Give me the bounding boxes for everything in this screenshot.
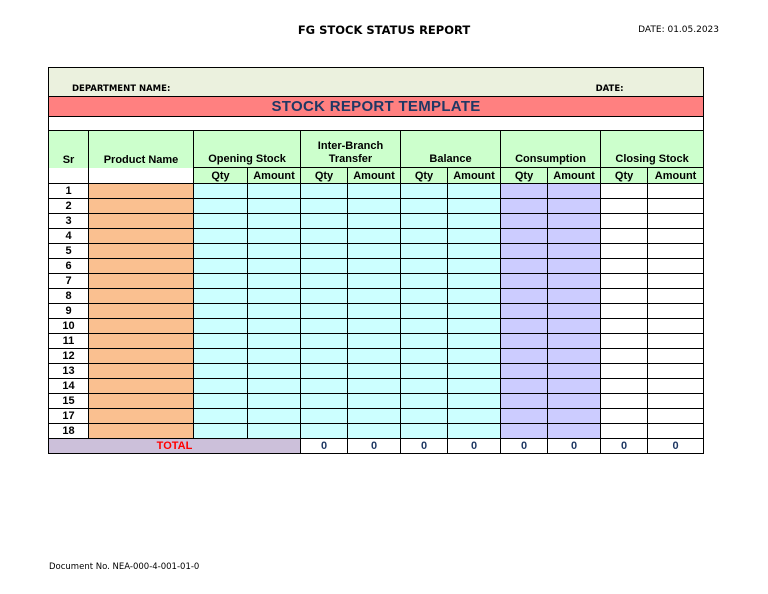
product-name-cell[interactable] (89, 364, 194, 379)
consumption-qty-cell[interactable] (501, 379, 548, 394)
header-opening-amount: Amount (248, 168, 301, 184)
balance-amount-cell[interactable] (448, 229, 501, 244)
opening-qty-cell[interactable] (194, 229, 248, 244)
consumption-amount-cell[interactable] (548, 319, 601, 334)
consumption-qty-cell[interactable] (501, 334, 548, 349)
consumption-amount-cell[interactable] (548, 364, 601, 379)
table-row (49, 229, 704, 244)
balance-amount-cell[interactable] (448, 379, 501, 394)
balance-amount-cell[interactable] (448, 274, 501, 289)
balance-amount-cell[interactable] (448, 184, 501, 199)
table-row (49, 199, 704, 214)
transfer-qty-cell[interactable] (301, 394, 348, 409)
balance-amount-cell[interactable] (448, 259, 501, 274)
total-row (49, 439, 704, 454)
sr-cell: 1 (49, 184, 89, 199)
header-product-name: Product Name (89, 131, 194, 168)
balance-amount-cell[interactable] (448, 394, 501, 409)
header-balance-qty: Qty (401, 168, 448, 184)
consumption-amount-cell[interactable] (548, 424, 601, 439)
sr-cell: 17 (49, 409, 89, 424)
consumption-amount-cell[interactable] (548, 199, 601, 214)
total-value: 0 (601, 439, 648, 454)
transfer-amount-cell[interactable] (348, 259, 401, 274)
balance-amount-cell[interactable] (448, 214, 501, 229)
header-closing-qty: Qty (601, 168, 648, 184)
table-row (49, 304, 704, 319)
sr-cell: 7 (49, 274, 89, 289)
balance-amount-cell[interactable] (448, 334, 501, 349)
transfer-qty-cell[interactable] (301, 379, 348, 394)
opening-qty-cell[interactable] (194, 259, 248, 274)
total-value: 0 (501, 439, 548, 454)
consumption-amount-cell[interactable] (548, 349, 601, 364)
consumption-qty-cell[interactable] (501, 319, 548, 334)
transfer-qty-cell[interactable] (301, 319, 348, 334)
table-row (49, 184, 704, 199)
product-name-cell[interactable] (89, 334, 194, 349)
product-name-cell[interactable] (89, 304, 194, 319)
closing-qty-cell[interactable] (601, 304, 648, 319)
sr-cell: 2 (49, 199, 89, 214)
closing-amount-cell[interactable] (648, 184, 704, 199)
opening-qty-cell[interactable] (194, 424, 248, 439)
product-name-cell[interactable] (89, 244, 194, 259)
transfer-qty-cell[interactable] (301, 259, 348, 274)
consumption-qty-cell[interactable] (501, 199, 548, 214)
header-product-sub (89, 168, 194, 184)
closing-qty-cell[interactable] (601, 349, 648, 364)
transfer-amount-cell[interactable] (348, 349, 401, 364)
transfer-qty-cell[interactable] (301, 289, 348, 304)
closing-qty-cell[interactable] (601, 289, 648, 304)
transfer-qty-cell[interactable] (301, 214, 348, 229)
consumption-qty-cell[interactable] (501, 409, 548, 424)
balance-amount-cell[interactable] (448, 349, 501, 364)
opening-qty-cell[interactable] (194, 244, 248, 259)
closing-qty-cell[interactable] (601, 364, 648, 379)
department-row (49, 68, 704, 97)
blank-cell (49, 117, 704, 131)
opening-qty-cell[interactable] (194, 184, 248, 199)
closing-amount-cell[interactable] (648, 259, 704, 274)
transfer-qty-cell[interactable] (301, 274, 348, 289)
closing-amount-cell[interactable] (648, 214, 704, 229)
balance-amount-cell[interactable] (448, 289, 501, 304)
opening-amount-cell[interactable] (248, 229, 301, 244)
consumption-amount-cell[interactable] (548, 334, 601, 349)
opening-qty-cell[interactable] (194, 304, 248, 319)
closing-qty-cell[interactable] (601, 259, 648, 274)
closing-qty-cell[interactable] (601, 319, 648, 334)
transfer-qty-cell[interactable] (301, 304, 348, 319)
transfer-amount-cell[interactable] (348, 379, 401, 394)
balance-qty-cell[interactable] (401, 289, 448, 304)
template-banner-row (49, 97, 704, 117)
report-title: FG STOCK STATUS REPORT (297, 23, 471, 37)
header-inter-branch-transfer: Inter-Branch Transfer (301, 131, 401, 168)
closing-qty-cell[interactable] (601, 229, 648, 244)
sr-cell: 15 (49, 394, 89, 409)
closing-amount-cell[interactable] (648, 274, 704, 289)
header-transfer-amount: Amount (348, 168, 401, 184)
header-sr-sub (49, 168, 89, 184)
opening-qty-cell[interactable] (194, 334, 248, 349)
product-name-cell[interactable] (89, 259, 194, 274)
sr-cell: 9 (49, 304, 89, 319)
total-value: 0 (348, 439, 401, 454)
consumption-qty-cell[interactable] (501, 244, 548, 259)
opening-qty-cell[interactable] (194, 349, 248, 364)
header-consumption: Consumption (501, 131, 601, 168)
closing-qty-cell[interactable] (601, 394, 648, 409)
header-balance-amount: Amount (448, 168, 501, 184)
closing-amount-cell[interactable] (648, 229, 704, 244)
closing-amount-cell[interactable] (648, 319, 704, 334)
opening-amount-cell[interactable] (248, 364, 301, 379)
department-name-label: DEPARTMENT NAME: (49, 68, 548, 97)
balance-qty-cell[interactable] (401, 394, 448, 409)
transfer-amount-cell[interactable] (348, 304, 401, 319)
table-row (49, 364, 704, 379)
balance-qty-cell[interactable] (401, 409, 448, 424)
transfer-amount-cell[interactable] (348, 199, 401, 214)
sr-cell: 5 (49, 244, 89, 259)
consumption-qty-cell[interactable] (501, 424, 548, 439)
balance-amount-cell[interactable] (448, 364, 501, 379)
transfer-amount-cell[interactable] (348, 394, 401, 409)
consumption-qty-cell[interactable] (501, 349, 548, 364)
total-value: 0 (648, 439, 704, 454)
total-value: 0 (301, 439, 348, 454)
opening-amount-cell[interactable] (248, 184, 301, 199)
product-name-cell[interactable] (89, 229, 194, 244)
product-name-cell[interactable] (89, 274, 194, 289)
transfer-amount-cell[interactable] (348, 364, 401, 379)
closing-amount-cell[interactable] (648, 394, 704, 409)
header-closing-stock: Closing Stock (601, 131, 704, 168)
table-row (49, 259, 704, 274)
consumption-qty-cell[interactable] (501, 259, 548, 274)
closing-amount-cell[interactable] (648, 379, 704, 394)
closing-qty-cell[interactable] (601, 379, 648, 394)
closing-amount-cell[interactable] (648, 424, 704, 439)
opening-amount-cell[interactable] (248, 244, 301, 259)
opening-qty-cell[interactable] (194, 364, 248, 379)
header-opening-qty: Qty (194, 168, 248, 184)
balance-qty-cell[interactable] (401, 214, 448, 229)
closing-qty-cell[interactable] (601, 184, 648, 199)
balance-amount-cell[interactable] (448, 424, 501, 439)
consumption-qty-cell[interactable] (501, 364, 548, 379)
balance-amount-cell[interactable] (448, 199, 501, 214)
consumption-amount-cell[interactable] (548, 289, 601, 304)
transfer-qty-cell[interactable] (301, 199, 348, 214)
consumption-amount-cell[interactable] (548, 214, 601, 229)
stock-report-table (48, 67, 704, 454)
blank-row (49, 117, 704, 131)
document-number: Document No. NEA-000-4-001-01-0 (49, 562, 200, 572)
product-name-cell[interactable] (89, 424, 194, 439)
closing-qty-cell[interactable] (601, 274, 648, 289)
transfer-qty-cell[interactable] (301, 364, 348, 379)
header-consumption-amount: Amount (548, 168, 601, 184)
opening-amount-cell[interactable] (248, 304, 301, 319)
header-closing-amount: Amount (648, 168, 704, 184)
balance-qty-cell[interactable] (401, 184, 448, 199)
opening-qty-cell[interactable] (194, 409, 248, 424)
transfer-qty-cell[interactable] (301, 229, 348, 244)
header-sr: Sr (49, 131, 89, 168)
sr-cell: 10 (49, 319, 89, 334)
table-row (49, 409, 704, 424)
transfer-amount-cell[interactable] (348, 244, 401, 259)
consumption-amount-cell[interactable] (548, 394, 601, 409)
closing-amount-cell[interactable] (648, 289, 704, 304)
opening-amount-cell[interactable] (248, 394, 301, 409)
consumption-amount-cell[interactable] (548, 304, 601, 319)
table-row (49, 244, 704, 259)
transfer-amount-cell[interactable] (348, 214, 401, 229)
table-row (49, 289, 704, 304)
opening-qty-cell[interactable] (194, 379, 248, 394)
opening-amount-cell[interactable] (248, 214, 301, 229)
opening-qty-cell[interactable] (194, 199, 248, 214)
product-name-cell[interactable] (89, 184, 194, 199)
product-name-cell[interactable] (89, 199, 194, 214)
consumption-amount-cell[interactable] (548, 409, 601, 424)
consumption-qty-cell[interactable] (501, 214, 548, 229)
transfer-amount-cell[interactable] (348, 184, 401, 199)
product-name-cell[interactable] (89, 394, 194, 409)
opening-qty-cell[interactable] (194, 214, 248, 229)
template-title: STOCK REPORT TEMPLATE (49, 97, 704, 117)
opening-qty-cell[interactable] (194, 289, 248, 304)
header-row-main (49, 131, 704, 168)
transfer-amount-cell[interactable] (348, 319, 401, 334)
header-row-sub (49, 168, 704, 184)
closing-amount-cell[interactable] (648, 304, 704, 319)
transfer-qty-cell[interactable] (301, 409, 348, 424)
opening-amount-cell[interactable] (248, 409, 301, 424)
total-label: TOTAL (49, 439, 301, 454)
balance-qty-cell[interactable] (401, 349, 448, 364)
closing-amount-cell[interactable] (648, 334, 704, 349)
opening-amount-cell[interactable] (248, 334, 301, 349)
closing-amount-cell[interactable] (648, 364, 704, 379)
consumption-qty-cell[interactable] (501, 274, 548, 289)
table-row (49, 349, 704, 364)
balance-qty-cell[interactable] (401, 274, 448, 289)
transfer-qty-cell[interactable] (301, 349, 348, 364)
opening-amount-cell[interactable] (248, 274, 301, 289)
transfer-qty-cell[interactable] (301, 184, 348, 199)
transfer-qty-cell[interactable] (301, 424, 348, 439)
opening-amount-cell[interactable] (248, 199, 301, 214)
balance-qty-cell[interactable] (401, 229, 448, 244)
header-transfer-qty: Qty (301, 168, 348, 184)
transfer-qty-cell[interactable] (301, 244, 348, 259)
table-row (49, 334, 704, 349)
consumption-amount-cell[interactable] (548, 229, 601, 244)
consumption-amount-cell[interactable] (548, 244, 601, 259)
total-value: 0 (548, 439, 601, 454)
product-name-cell[interactable] (89, 349, 194, 364)
opening-qty-cell[interactable] (194, 394, 248, 409)
consumption-qty-cell[interactable] (501, 394, 548, 409)
table-row (49, 319, 704, 334)
closing-qty-cell[interactable] (601, 214, 648, 229)
sr-cell: 18 (49, 424, 89, 439)
closing-amount-cell[interactable] (648, 409, 704, 424)
table-row (49, 214, 704, 229)
header-consumption-qty: Qty (501, 168, 548, 184)
header-opening-stock: Opening Stock (194, 131, 301, 168)
balance-amount-cell[interactable] (448, 304, 501, 319)
table-row (49, 394, 704, 409)
consumption-qty-cell[interactable] (501, 229, 548, 244)
sr-cell: 4 (49, 229, 89, 244)
transfer-amount-cell[interactable] (348, 274, 401, 289)
table-row (49, 379, 704, 394)
consumption-amount-cell[interactable] (548, 184, 601, 199)
consumption-qty-cell[interactable] (501, 289, 548, 304)
consumption-amount-cell[interactable] (548, 259, 601, 274)
table-row (49, 274, 704, 289)
opening-amount-cell[interactable] (248, 289, 301, 304)
transfer-amount-cell[interactable] (348, 409, 401, 424)
closing-amount-cell[interactable] (648, 349, 704, 364)
closing-qty-cell[interactable] (601, 334, 648, 349)
sr-cell: 14 (49, 379, 89, 394)
opening-qty-cell[interactable] (194, 274, 248, 289)
balance-qty-cell[interactable] (401, 379, 448, 394)
opening-qty-cell[interactable] (194, 319, 248, 334)
consumption-qty-cell[interactable] (501, 184, 548, 199)
sr-cell: 13 (49, 364, 89, 379)
balance-qty-cell[interactable] (401, 259, 448, 274)
total-value: 0 (448, 439, 501, 454)
closing-qty-cell[interactable] (601, 199, 648, 214)
product-name-cell[interactable] (89, 409, 194, 424)
sr-cell: 6 (49, 259, 89, 274)
consumption-amount-cell[interactable] (548, 379, 601, 394)
transfer-amount-cell[interactable] (348, 289, 401, 304)
consumption-qty-cell[interactable] (501, 304, 548, 319)
product-name-cell[interactable] (89, 319, 194, 334)
total-value: 0 (401, 439, 448, 454)
transfer-qty-cell[interactable] (301, 334, 348, 349)
closing-amount-cell[interactable] (648, 244, 704, 259)
report-date: DATE: 01.05.2023 (638, 25, 719, 35)
closing-qty-cell[interactable] (601, 244, 648, 259)
closing-amount-cell[interactable] (648, 199, 704, 214)
balance-amount-cell[interactable] (448, 409, 501, 424)
balance-amount-cell[interactable] (448, 244, 501, 259)
transfer-amount-cell[interactable] (348, 334, 401, 349)
consumption-amount-cell[interactable] (548, 274, 601, 289)
opening-amount-cell[interactable] (248, 259, 301, 274)
balance-qty-cell[interactable] (401, 199, 448, 214)
closing-qty-cell[interactable] (601, 409, 648, 424)
sr-cell: 11 (49, 334, 89, 349)
transfer-amount-cell[interactable] (348, 229, 401, 244)
opening-amount-cell[interactable] (248, 379, 301, 394)
balance-qty-cell[interactable] (401, 304, 448, 319)
balance-qty-cell[interactable] (401, 364, 448, 379)
table-row (49, 424, 704, 439)
balance-qty-cell[interactable] (401, 244, 448, 259)
opening-amount-cell[interactable] (248, 349, 301, 364)
product-name-cell[interactable] (89, 289, 194, 304)
sr-cell: 3 (49, 214, 89, 229)
balance-qty-cell[interactable] (401, 319, 448, 334)
balance-qty-cell[interactable] (401, 334, 448, 349)
balance-amount-cell[interactable] (448, 319, 501, 334)
closing-qty-cell[interactable] (601, 424, 648, 439)
sr-cell: 12 (49, 349, 89, 364)
opening-amount-cell[interactable] (248, 424, 301, 439)
sr-cell: 8 (49, 289, 89, 304)
header-balance: Balance (401, 131, 501, 168)
opening-amount-cell[interactable] (248, 319, 301, 334)
transfer-amount-cell[interactable] (348, 424, 401, 439)
date-label: DATE: (548, 68, 704, 97)
product-name-cell[interactable] (89, 379, 194, 394)
balance-qty-cell[interactable] (401, 424, 448, 439)
product-name-cell[interactable] (89, 214, 194, 229)
